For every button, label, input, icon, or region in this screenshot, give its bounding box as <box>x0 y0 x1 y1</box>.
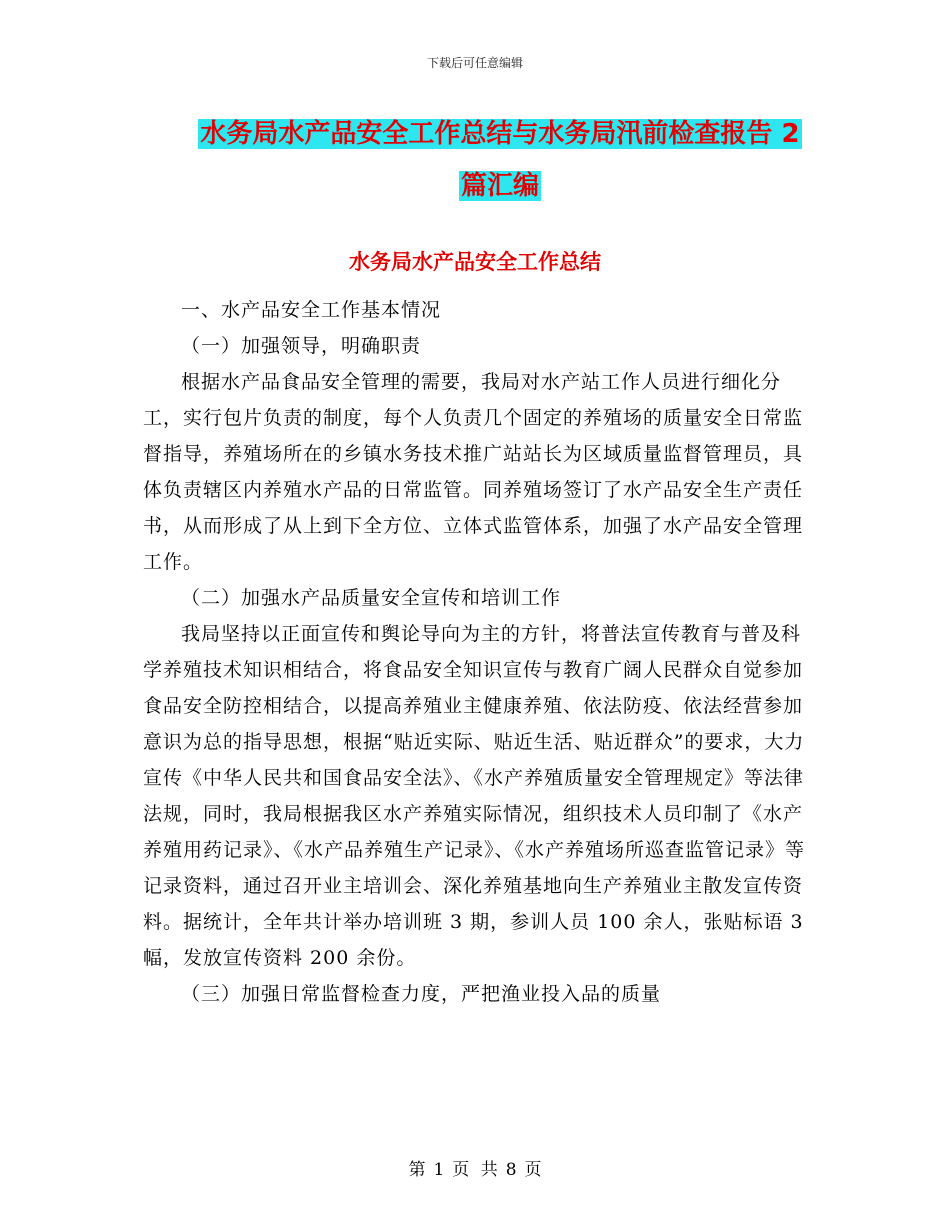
footer-total-pages: 8 <box>505 1160 517 1180</box>
document-body <box>143 292 813 1012</box>
header-note: 下载后可任意编辑 <box>426 56 523 70</box>
page-footer <box>0 1155 950 1180</box>
footer-middle: 页 共 <box>452 1160 498 1180</box>
document-title-line-2: 篇汇编 <box>460 171 539 201</box>
footer-suffix: 页 <box>524 1160 542 1180</box>
subheading-publicity-training: （二）加强水产品质量安全宣传和培训工作 <box>181 587 562 609</box>
subheading-supervision: （三）加强日常监督检查力度，严把渔业投入品的质量 <box>181 983 662 1005</box>
footer-prefix: 第 <box>408 1160 426 1180</box>
subheading-leadership: （一）加强领导，明确职责 <box>181 335 422 357</box>
document-title <box>190 108 810 212</box>
paragraph-publicity-training: 我局坚持以正面宣传和舆论导向为主的方针，将普法宣传教育与普及科学养殖技术知识相结合，将食品安全知识宣传与教育广阔人民群众自觉参加食品安全防控相结合，以提高养殖业主健康养殖、依法防疫、依法经营参加意识为总的指导思想，根据“贴近实际、贴近生活、贴近群众”的要求，大力宣传《中华人民共和国食品安全法》、《水产养殖质量安全管理规定》等法律法规，同时，我局根据我区水产养殖实际情况，组织技术人员印制了《水产养殖用药记录》、《水产品养殖生产记录》、《水产养殖场所巡查监管记录》等记录资料，通过召开业主培训会、深化养殖基地向生产养殖业主散发宣传资料。据统计，全年共计举办培训班 3 期，参训人员 100 余人，张贴标语 3 幅，发放宣传资料 200 余份。 <box>143 623 806 969</box>
heading-basic-situation: 一、水产品安全工作基本情况 <box>181 299 442 321</box>
paragraph-leadership: 根据水产品食品安全管理的需要，我局对水产站工作人员进行细化分工，实行包片负责的制度，每个人负责几个固定的养殖场的质量安全日常监督指导，养殖场所在的乡镇水务技术推广站站长为区域质量监督管理员，具体负责辖区内养殖水产品的日常监管。同养殖场签订了水产品安全生产责任书，从而形成了从上到下全方位、立体式监管体系，加强了水产品安全管理工作。 <box>143 371 804 573</box>
footer-page-number: 1 <box>433 1160 445 1180</box>
section-title: 水务局水产品安全工作总结 <box>349 250 601 274</box>
document-title-line-1: 水务局水产品安全工作总结与水务局汛前检查报告 2 <box>200 119 800 149</box>
